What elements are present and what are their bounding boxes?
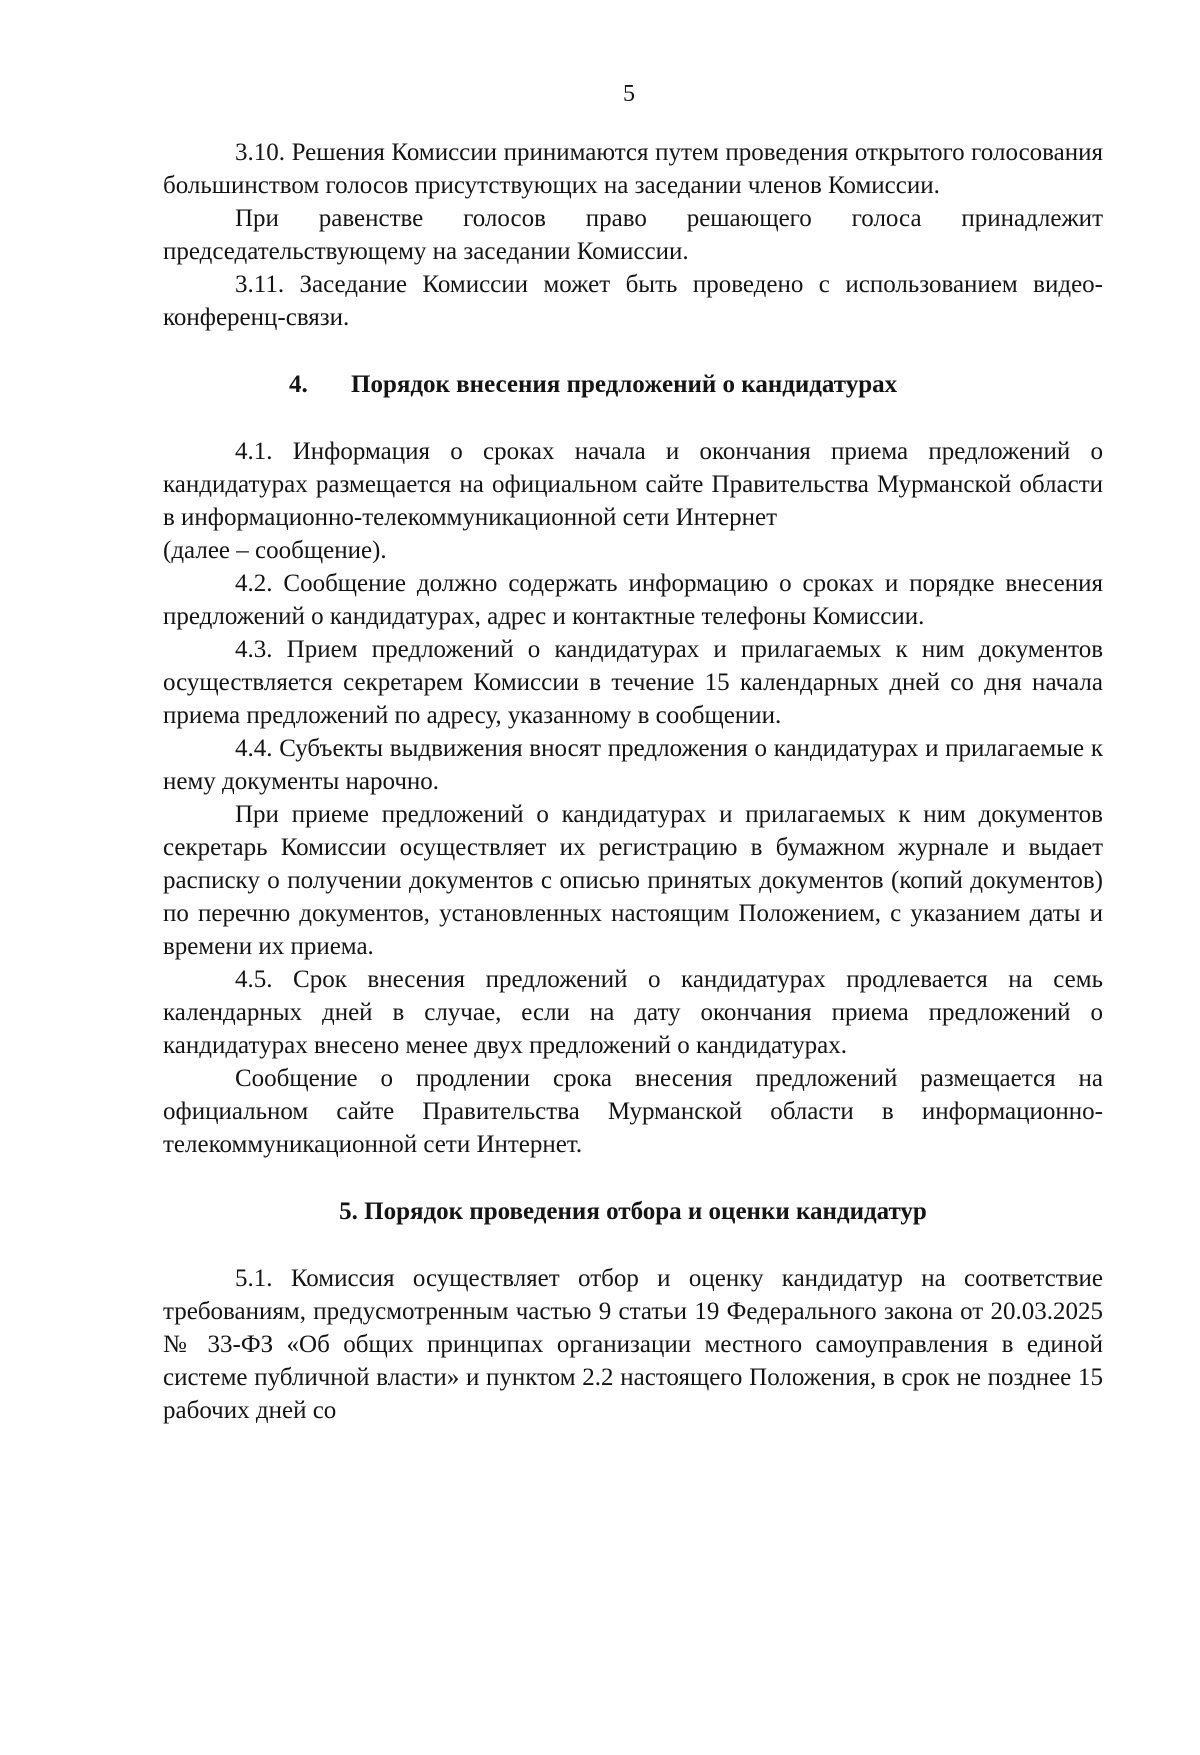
section-4-number: 4. [289, 371, 308, 398]
paragraph-3-10: 3.10. Решения Комиссии принимаются путем проведения открытого голосования большинством голосов присутствующих на заседании членов Комиссии. [163, 139, 1103, 199]
section-5-heading: 5. Порядок проведения отбора и оценки кандидатур [339, 1198, 927, 1225]
paragraph-4-2: 4.2. Сообщение должно содержать информацию о сроках и порядке внесения предложений о кандидатурах, адрес и контактные телефоны Комиссии. [163, 570, 1103, 630]
paragraph-3-11: 3.11. Заседание Комиссии может быть проведено с использованием видео-конференц-связи. [163, 271, 1103, 331]
paragraph-5-1: 5.1. Комиссия осуществляет отбор и оценку кандидатур на соответствие требованиям, предусмотренным частью 9 статьи 19 Федерального закона от 20.03.2025 № 33-ФЗ «Об общих принципах организации местного самоуправления в единой системе публичной власти» и пунктом 2.2 настоящего Положения, в срок не позднее 15 рабочих дней со [163, 1265, 1103, 1424]
paragraph-tie-vote: При равенстве голосов право решающего голоса принадлежит председательствующему на заседании Комиссии. [163, 205, 1103, 265]
paragraph-registration: При приеме предложений о кандидатурах и прилагаемых к ним документов секретарь Комиссии осуществляет их регистрацию в бумажном журнале и выдает расписку о получении документов с описью принятых документов (копий документов) по перечню документов, установленных настоящим Положением, с указанием даты и времени их приема. [163, 801, 1103, 960]
page-content [163, 136, 1103, 1427]
paragraph-4-4: 4.4. Субъекты выдвижения вносят предложения о кандидатурах и прилагаемые к нему документы нарочно. [163, 735, 1103, 795]
paragraph-4-1-tail: (далее – сообщение). [163, 537, 387, 564]
section-4-heading [163, 368, 1103, 401]
page-number: 5 [623, 81, 635, 107]
paragraph-extension-notice: Сообщение о продлении срока внесения предложений размещается на официальном сайте Правительства Мурманской области в информационно-телекоммуникационной сети Интернет. [163, 1065, 1103, 1158]
paragraph-4-3: 4.3. Прием предложений о кандидатурах и прилагаемых к ним документов осуществляется секретарем Комиссии в течение 15 календарных дней со дня начала приема предложений по адресу, указанному в сообщении. [163, 636, 1103, 729]
section-4-title: Порядок внесения предложений о кандидатурах [351, 371, 898, 398]
paragraph-4-5: 4.5. Срок внесения предложений о кандидатурах продлевается на семь календарных дней в случае, если на дату окончания приема предложений о кандидатурах внесено менее двух предложений о кандидатурах. [163, 966, 1103, 1059]
paragraph-4-1: 4.1. Информация о сроках начала и окончания приема предложений о кандидатурах размещается на официальном сайте Правительства Мурманской области в информационно-телекоммуникационной сети Интернет [163, 438, 1103, 531]
